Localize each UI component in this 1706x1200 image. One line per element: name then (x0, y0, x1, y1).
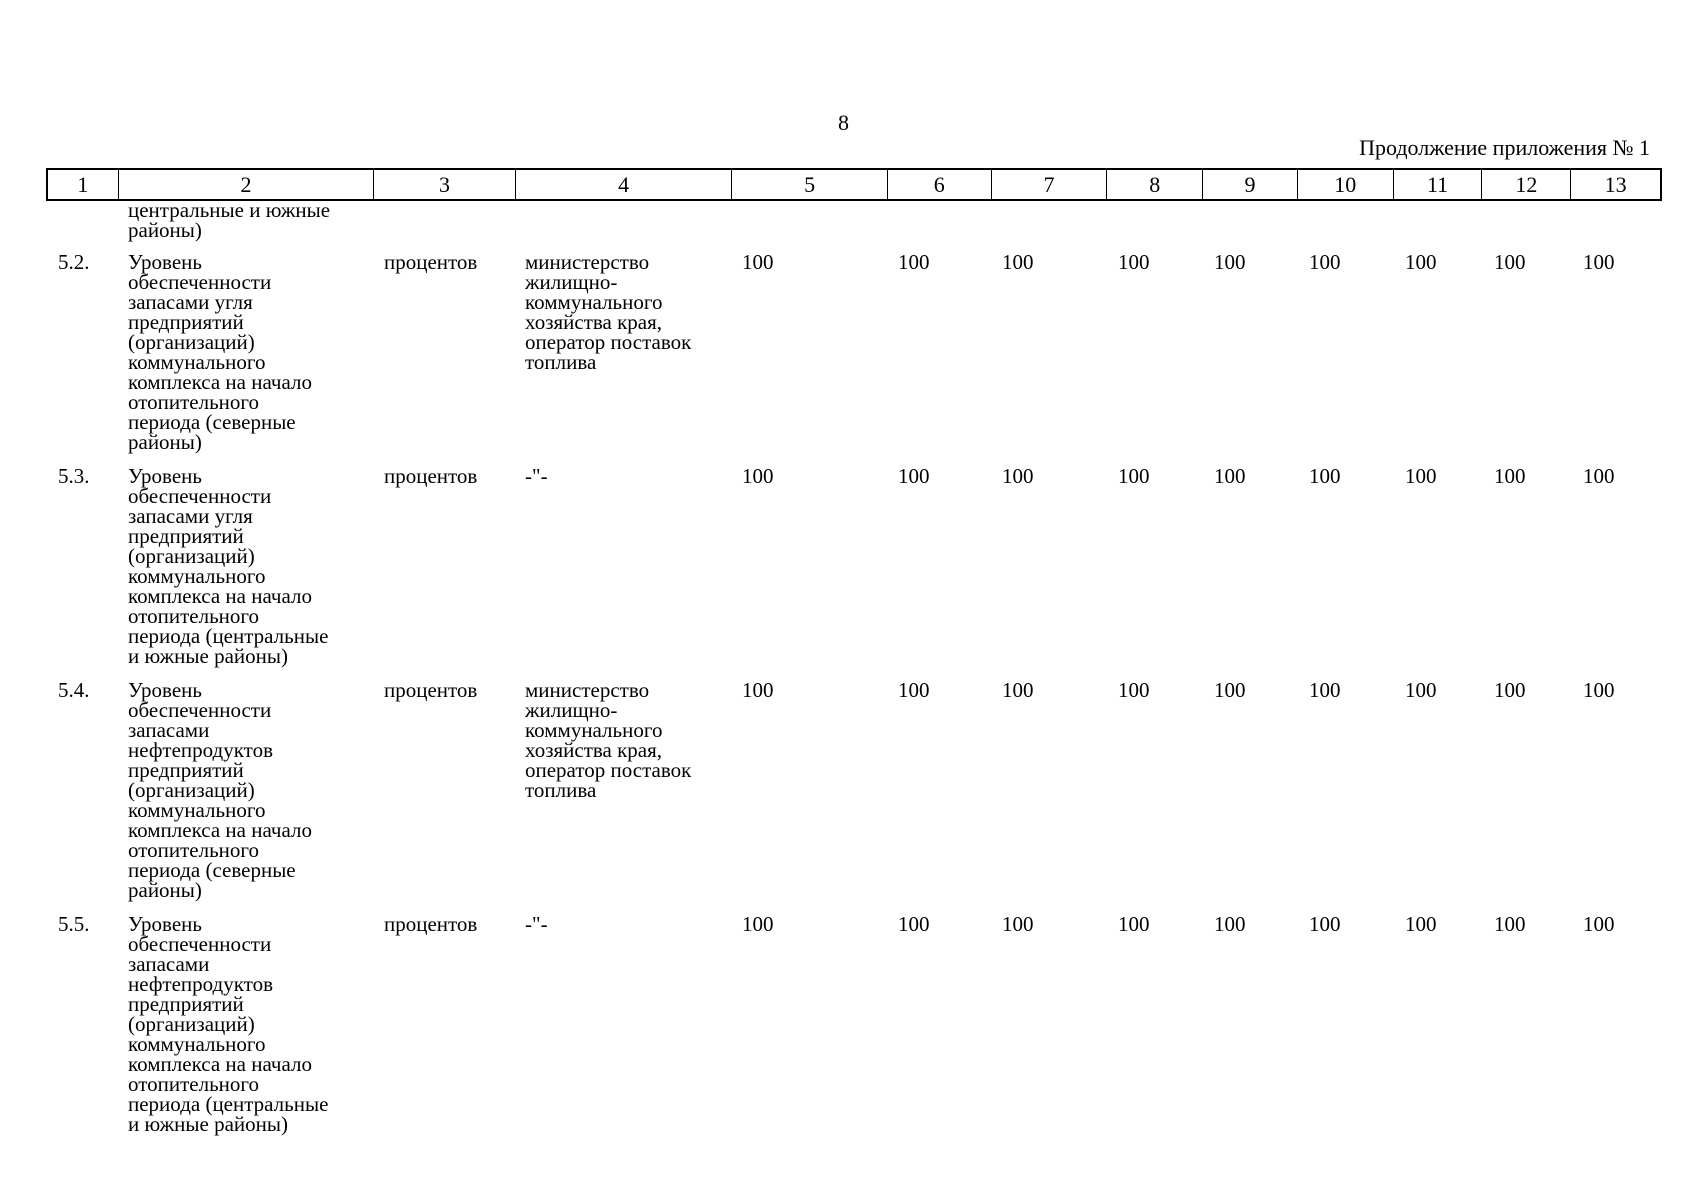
text-line: коммунального (525, 290, 663, 314)
text-line: коммунального (128, 350, 266, 374)
unit-of-measure: процентов (384, 250, 478, 274)
text-line: нефтепродуктов (128, 972, 273, 996)
text-line: Уровень (128, 250, 202, 274)
value-col-5: 100 (742, 464, 774, 488)
text-line: отопительного (128, 1072, 259, 1096)
value-col-12: 100 (1494, 912, 1526, 936)
value-col-11: 100 (1405, 464, 1437, 488)
text-line: оператор поставок (525, 330, 692, 354)
header-col-6: 6 (888, 170, 992, 199)
text-line: предприятий (128, 758, 244, 782)
value-col-6: 100 (898, 464, 930, 488)
text-line: Уровень (128, 678, 202, 702)
text-line: комплекса на начало (128, 370, 312, 394)
value-col-6: 100 (898, 250, 930, 274)
text-line: (организаций) (128, 778, 255, 802)
text-line: -"- (525, 912, 548, 936)
text-line: обеспеченности (128, 932, 272, 956)
value-col-13: 100 (1583, 678, 1615, 702)
value-col-8: 100 (1118, 678, 1150, 702)
value-col-7: 100 (1002, 912, 1034, 936)
text-line: топлива (525, 350, 597, 374)
text-line: жилищно- (525, 698, 618, 722)
responsible-party (525, 680, 721, 800)
text-line: предприятий (128, 992, 244, 1016)
value-col-6: 100 (898, 912, 930, 936)
row-number: 5.5. (58, 912, 90, 936)
header-col-2: 2 (119, 170, 374, 199)
text-line: отопительного (128, 838, 259, 862)
text-line: (организаций) (128, 1012, 255, 1036)
indicator-name (128, 680, 362, 900)
value-col-11: 100 (1405, 250, 1437, 274)
indicator-name (128, 914, 362, 1134)
responsible-party (525, 252, 721, 372)
text-line: обеспеченности (128, 484, 272, 508)
text-line: комплекса на начало (128, 1052, 312, 1076)
value-col-8: 100 (1118, 912, 1150, 936)
text-line: министерство (525, 678, 650, 702)
row-number: 5.2. (58, 250, 90, 274)
value-col-8: 100 (1118, 464, 1150, 488)
text-line: обеспеченности (128, 698, 272, 722)
text-line: отопительного (128, 390, 259, 414)
value-col-5: 100 (742, 678, 774, 702)
text-line: комплекса на начало (128, 818, 312, 842)
indicator-name (128, 466, 362, 666)
text-line: районы) (128, 878, 202, 902)
unit-of-measure: процентов (384, 912, 478, 936)
text-line: запасами угля (128, 290, 253, 314)
header-col-13: 13 (1604, 171, 1627, 197)
value-col-13: 100 (1583, 464, 1615, 488)
header-col-7: 7 (992, 170, 1108, 199)
continued-cell-text (128, 200, 330, 240)
text-line: хозяйства края, (525, 310, 663, 334)
text-line: предприятий (128, 310, 244, 334)
text-line: центральные и южные (128, 198, 331, 222)
text-line: периода (северные (128, 410, 296, 434)
value-col-8: 100 (1118, 250, 1150, 274)
text-line: жилищно- (525, 270, 618, 294)
text-line: запасами (128, 952, 210, 976)
value-col-12: 100 (1494, 464, 1526, 488)
value-col-7: 100 (1002, 464, 1034, 488)
text-line: коммунального (128, 798, 266, 822)
text-line: нефтепродуктов (128, 738, 273, 762)
row-number: 5.3. (58, 464, 90, 488)
text-line: Уровень (128, 464, 202, 488)
header-col-10: 10 (1298, 170, 1394, 199)
value-col-5: 100 (742, 912, 774, 936)
text-line: запасами угля (128, 504, 253, 528)
value-col-9: 100 (1214, 678, 1246, 702)
value-col-12: 100 (1494, 678, 1526, 702)
value-col-5: 100 (742, 250, 774, 274)
value-col-9: 100 (1214, 464, 1246, 488)
value-col-6: 100 (898, 678, 930, 702)
text-line: периода (северные (128, 858, 296, 882)
value-col-12: 100 (1494, 250, 1526, 274)
value-col-7: 100 (1002, 678, 1034, 702)
text-line: и южные районы) (128, 1112, 288, 1136)
text-line: (организаций) (128, 330, 255, 354)
header-col-11: 11 (1394, 170, 1483, 199)
value-col-13: 100 (1583, 250, 1615, 274)
unit-of-measure: процентов (384, 464, 478, 488)
text-line: министерство (525, 250, 650, 274)
header-col-12: 12 (1482, 170, 1571, 199)
text-line: топлива (525, 778, 597, 802)
text-line: районы) (128, 430, 202, 454)
text-line: периода (центральные (128, 624, 329, 648)
value-col-9: 100 (1214, 250, 1246, 274)
text-line: коммунального (128, 1032, 266, 1056)
text-line: оператор поставок (525, 758, 692, 782)
value-col-10: 100 (1309, 250, 1341, 274)
text-line: периода (центральные (128, 1092, 329, 1116)
value-col-10: 100 (1309, 912, 1341, 936)
page-number: 8 (838, 110, 849, 135)
continuation-label: Продолжение приложения № 1 (1359, 135, 1650, 160)
responsible-party (525, 914, 721, 934)
header-col-5: 5 (732, 170, 888, 199)
header-col-4: 4 (516, 170, 732, 199)
indicator-name (128, 252, 362, 452)
responsible-party (525, 466, 721, 486)
text-line: и южные районы) (128, 644, 288, 668)
text-line: коммунального (128, 564, 266, 588)
text-line: Уровень (128, 912, 202, 936)
header-col-3: 3 (374, 170, 516, 199)
text-line: отопительного (128, 604, 259, 628)
value-col-9: 100 (1214, 912, 1246, 936)
value-col-10: 100 (1309, 464, 1341, 488)
header-col-9: 9 (1203, 170, 1298, 199)
row-number: 5.4. (58, 678, 90, 702)
table-header (46, 168, 1662, 201)
text-line: (организаций) (128, 544, 255, 568)
text-line: предприятий (128, 524, 244, 548)
text-line: районы) (128, 218, 202, 242)
unit-of-measure: процентов (384, 678, 478, 702)
text-line: хозяйства края, (525, 738, 663, 762)
value-col-7: 100 (1002, 250, 1034, 274)
header-col-8: 8 (1107, 170, 1203, 199)
value-col-10: 100 (1309, 678, 1341, 702)
text-line: обеспеченности (128, 270, 272, 294)
header-col-1: 1 (48, 170, 119, 199)
text-line: коммунального (525, 718, 663, 742)
value-col-11: 100 (1405, 912, 1437, 936)
text-line: запасами (128, 718, 210, 742)
value-col-13: 100 (1583, 912, 1615, 936)
text-line: комплекса на начало (128, 584, 312, 608)
value-col-11: 100 (1405, 678, 1437, 702)
text-line: -"- (525, 464, 548, 488)
